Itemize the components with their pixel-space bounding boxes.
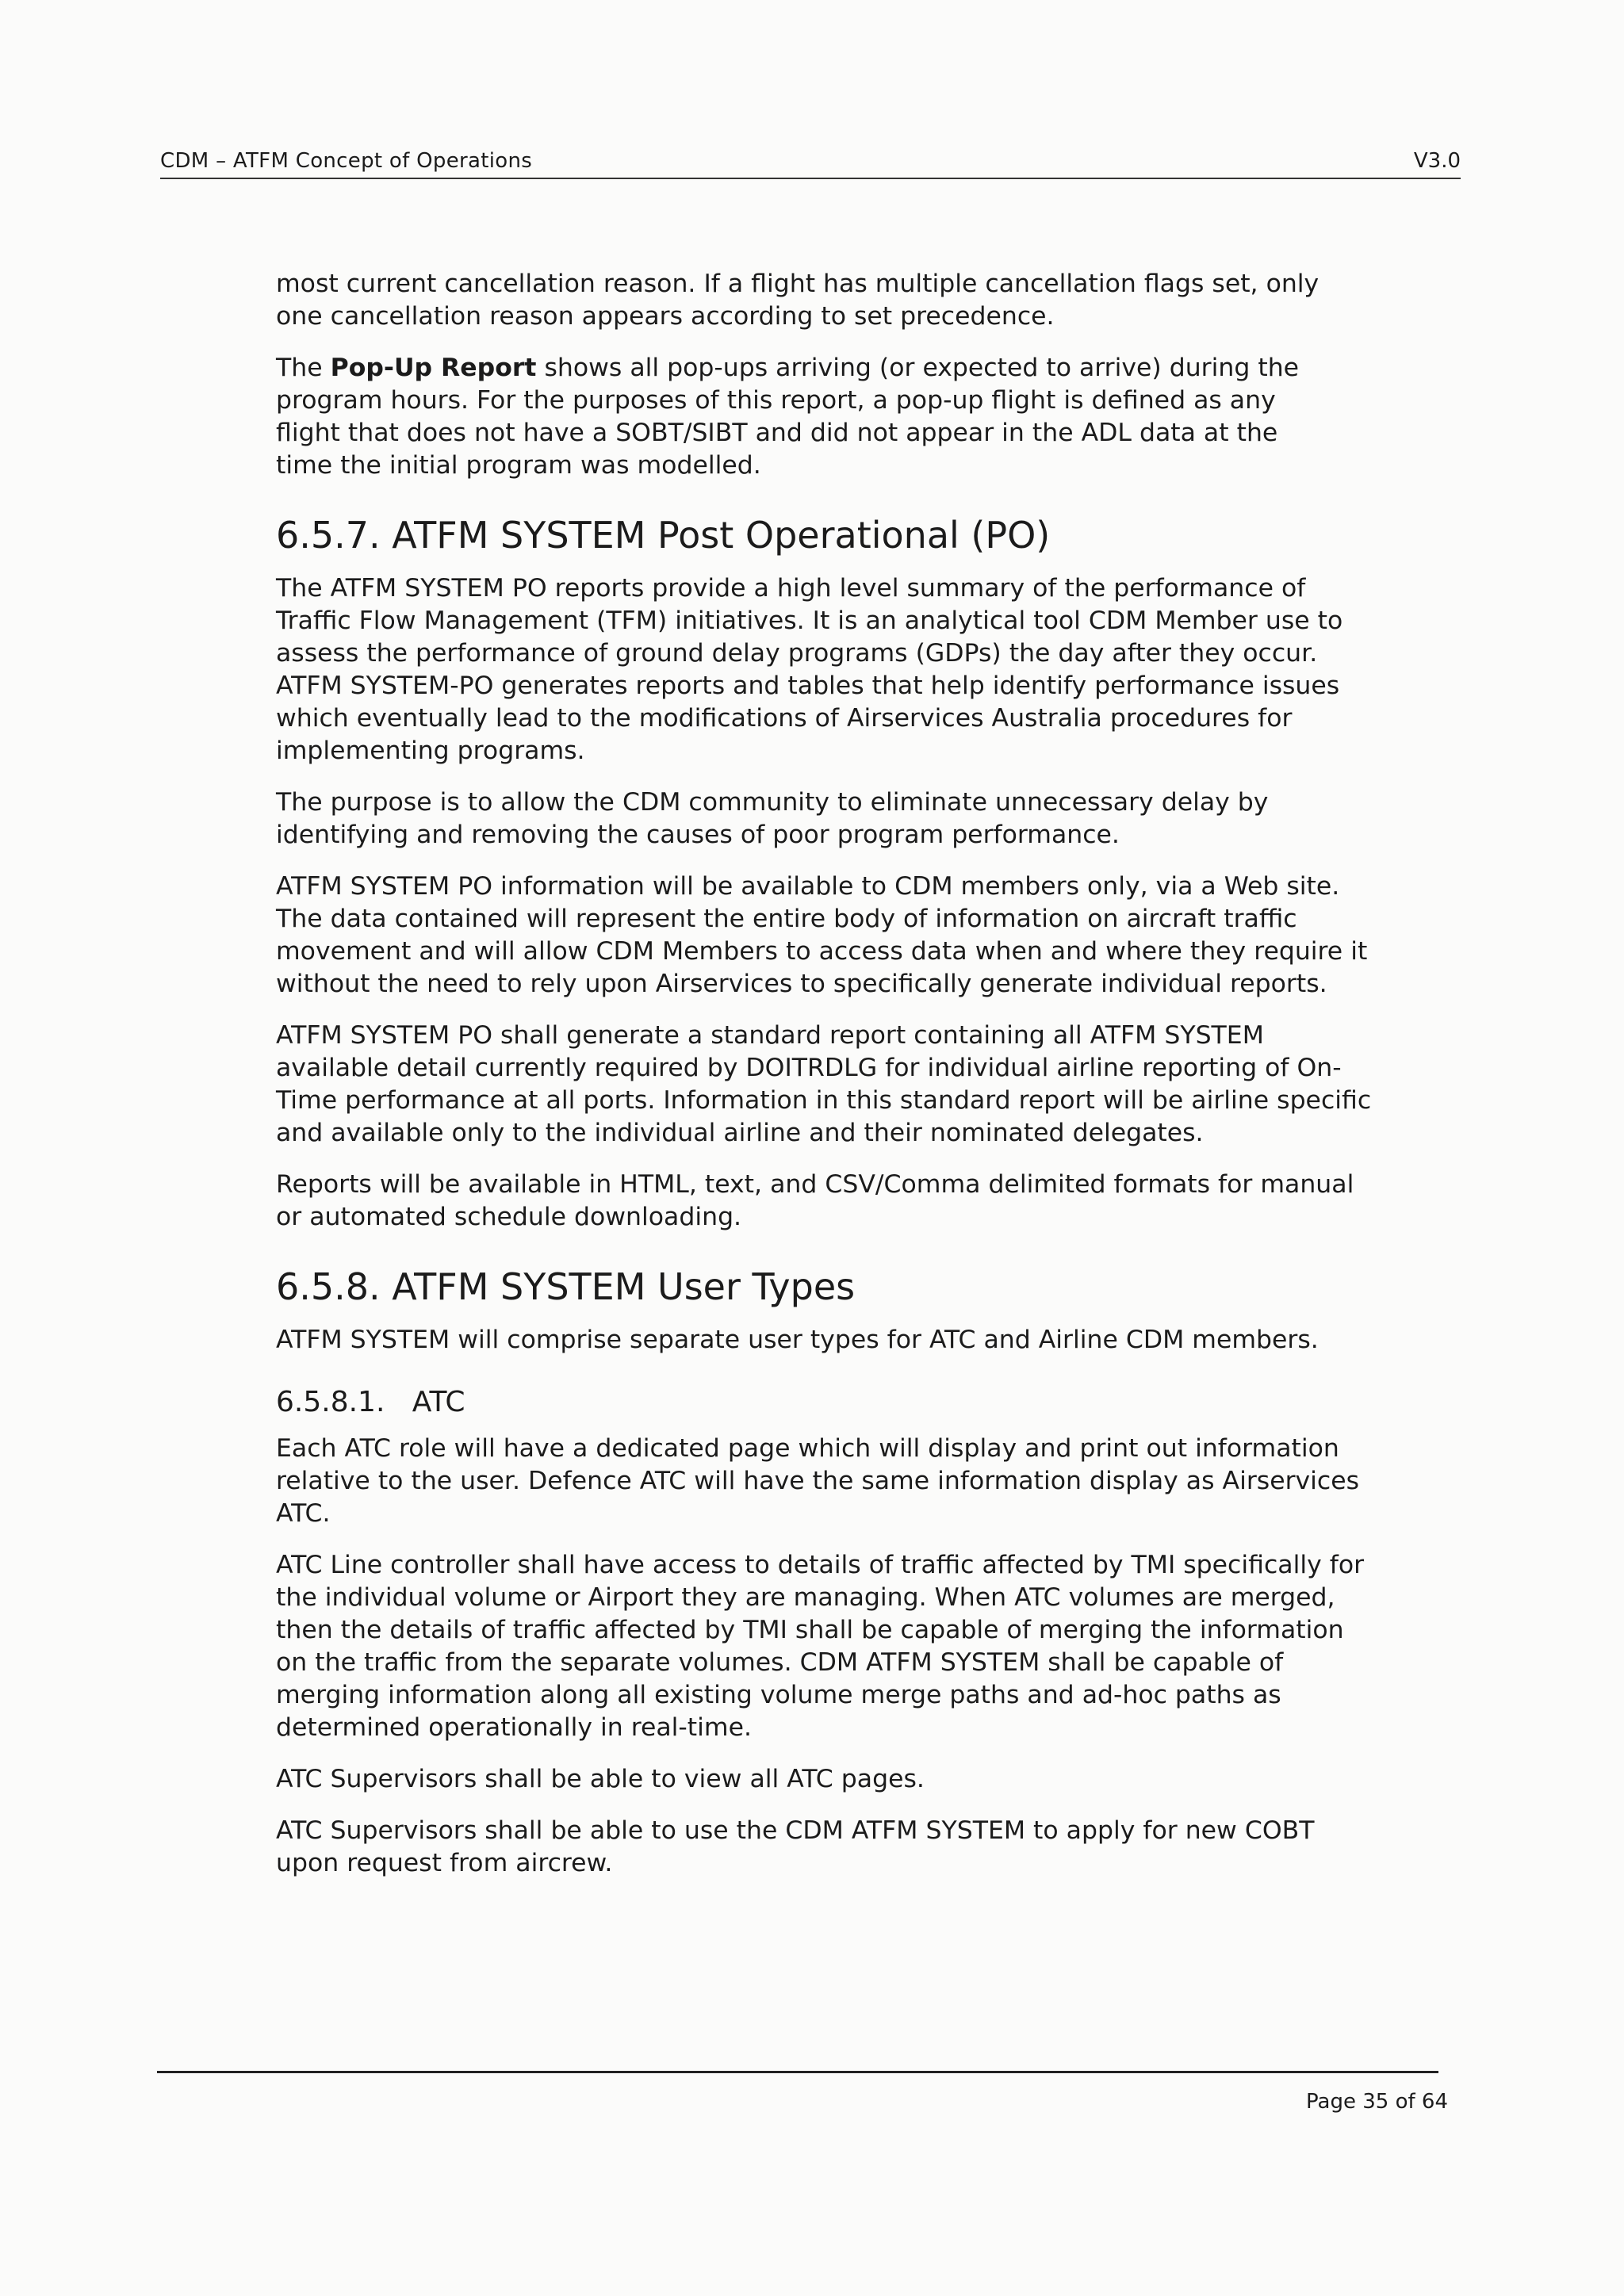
paragraph: Each ATC role will have a dedicated page which will display and print out information relative to the user. Defence ATC will have the same information display as Airservices ATC. [276,1434,1360,1528]
paragraph: ATC Supervisors shall be able to use the CDM ATFM SYSTEM to apply for new COBT upon request from aircrew. [276,1816,1315,1877]
paragraph-cancellation: most current cancellation reason. If a flight has multiple cancellation flags set, only one cancellation reason appears according to set precedence. [276,270,1320,331]
paragraph-popup-report [276,352,1465,482]
paragraph: Reports will be available in HTML, text, and CSV/Comma delimited formats for manual or automated schedule downloading. [276,1170,1354,1231]
page-number: Page 35 of 64 [1306,2090,1448,2114]
document-version: V3.0 [1413,149,1461,173]
paragraph: ATFM SYSTEM will comprise separate user types for ATC and Airline CDM members. [276,1326,1319,1354]
running-header [160,143,1461,179]
popup-rest-text: shows all pop-ups arriving (or expected to arrive) during the program hours. For the purposes of this report, a pop-up flight is defined as any flight that does not have a SOBT/SIBT and did not appear in the ADL data at the time the initial program was modelled. [276,354,1300,480]
paragraph: ATFM SYSTEM PO information will be available to CDM members only, via a Web site. The data contained will represent the entire body of information on aircraft traffic movement and will allow CDM Members to access data when and where they require it without the need to rely upon Airservices to specifically generate individual reports. [276,872,1368,998]
popup-lead-text: The [276,354,331,382]
heading-6-5-8: 6.5.8. ATFM SYSTEM User Types [276,1265,856,1308]
document-body [276,268,1465,1899]
heading-6-5-7: 6.5.7. ATFM SYSTEM Post Operational (PO) [276,514,1051,557]
paragraph: ATC Line controller shall have access to details of traffic affected by TMI specifically for the individual volume or Airport they are managing. When ATC volumes are merged, then the details of traffic affected by TMI shall be capable of merging the information on the traffic from the separate volumes. CDM ATFM SYSTEM shall be capable of merging information along all existing volume merge paths and ad-hoc paths as determined operationally in real-time. [276,1551,1365,1742]
popup-report-term: Pop-Up Report [330,354,537,382]
paragraph: The ATFM SYSTEM PO reports provide a high level summary of the performance of Traffic Flow Management (TFM) initiatives. It is an analytical tool CDM Member use to assess the performance of ground delay programs (GDPs) the day after they occur. ATFM SYSTEM-PO generates reports and tables that help identify performance issues which eventually lead to the modifications of Airservices Australia procedures for implementing programs. [276,574,1343,765]
document-title: CDM – ATFM Concept of Operations [160,149,533,173]
footer-rule [157,2071,1438,2073]
paragraph: The purpose is to allow the CDM community to eliminate unnecessary delay by identifying and removing the causes of poor program performance. [276,788,1269,849]
paragraph: ATFM SYSTEM PO shall generate a standard report containing all ATFM SYSTEM available detail currently required by DOITRDLG for individual airline reporting of On- Time performance at all ports. Information in this standard report will be airline specific and available only to the individual airline and their nominated delegates. [276,1021,1372,1147]
heading-6-5-8-1: 6.5.8.1. ATC [276,1386,465,1418]
paragraph: ATC Supervisors shall be able to view all ATC pages. [276,1765,925,1793]
